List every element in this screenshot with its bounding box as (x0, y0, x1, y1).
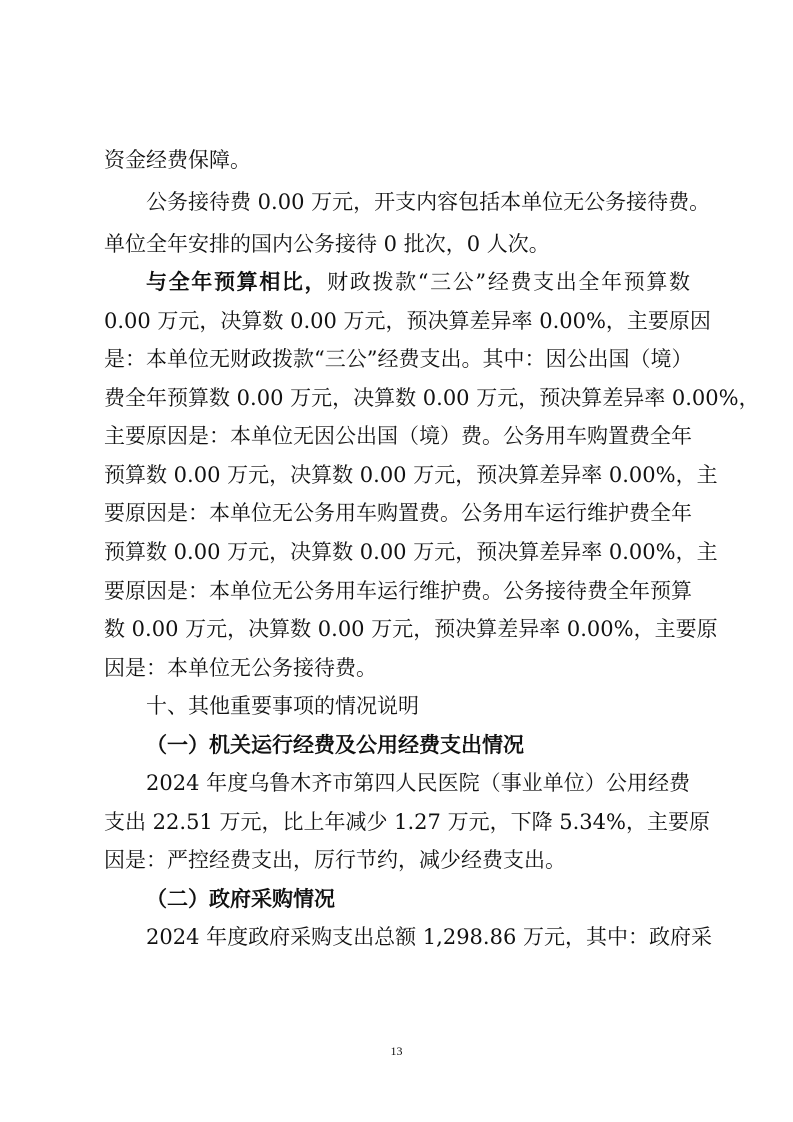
paragraph-line: 主要原因是：本单位无因公出国（境）费。公务用车购置费全年 (104, 424, 692, 448)
paragraph-line: 是：本单位无财政拨款“三公”经费支出。其中：因公出国（境） (104, 347, 693, 371)
subsection-heading-2: （二）政府采购情况 (146, 887, 335, 911)
paragraph-line: 因是：本单位无公务接待费。 (104, 656, 377, 680)
subsection-heading-1: （一）机关运行经费及公用经费支出情况 (146, 733, 524, 757)
paragraph-line: 0.00 万元，决算数 0.00 万元，预决算差异率 0.00%，主要原因 (104, 309, 711, 333)
paragraph-line: 公务接待费 0.00 万元，开支内容包括本单位无公务接待费。 (146, 190, 711, 214)
section-heading: 十、其他重要事项的情况说明 (146, 694, 419, 718)
paragraph-line: 因是：严控经费支出，厉行节约，减少经费支出。 (104, 848, 566, 872)
paragraph-line: 单位全年安排的国内公务接待 0 批次，0 人次。 (104, 232, 550, 256)
paragraph-line: 数 0.00 万元，决算数 0.00 万元，预决算差异率 0.00%，主要原 (104, 617, 718, 641)
paragraph-line: 2024 年度乌鲁木齐市第四人民医院（事业单位）公用经费 (146, 771, 690, 795)
paragraph-line: 费全年预算数 0.00 万元，决算数 0.00 万元，预决算差异率 0.00%， (104, 386, 760, 410)
paragraph-line: 支出 22.51 万元，比上年减少 1.27 万元，下降 5.34%，主要原 (104, 810, 710, 834)
paragraph-line: 要原因是：本单位无公务用车购置费。公务用车运行维护费全年 (104, 501, 692, 525)
page-number: 13 (390, 1044, 403, 1058)
paragraph-line: 预算数 0.00 万元，决算数 0.00 万元，预决算差异率 0.00%，主 (104, 540, 718, 564)
paragraph-line: 要原因是：本单位无公务用车运行维护费。公务接待费全年预算 (104, 579, 692, 603)
paragraph-text: 财政拨款“三公”经费支出全年预算数 (327, 270, 690, 294)
bold-lead-text: 与全年预算相比， (146, 270, 328, 294)
paragraph-line: 2024 年度政府采购支出总额 1,298.86 万元，其中：政府采 (146, 925, 712, 949)
paragraph-line: 预算数 0.00 万元，决算数 0.00 万元，预决算差异率 0.00%，主 (104, 463, 718, 487)
paragraph-line: 资金经费保障。 (104, 148, 251, 172)
paragraph-line (146, 268, 690, 296)
